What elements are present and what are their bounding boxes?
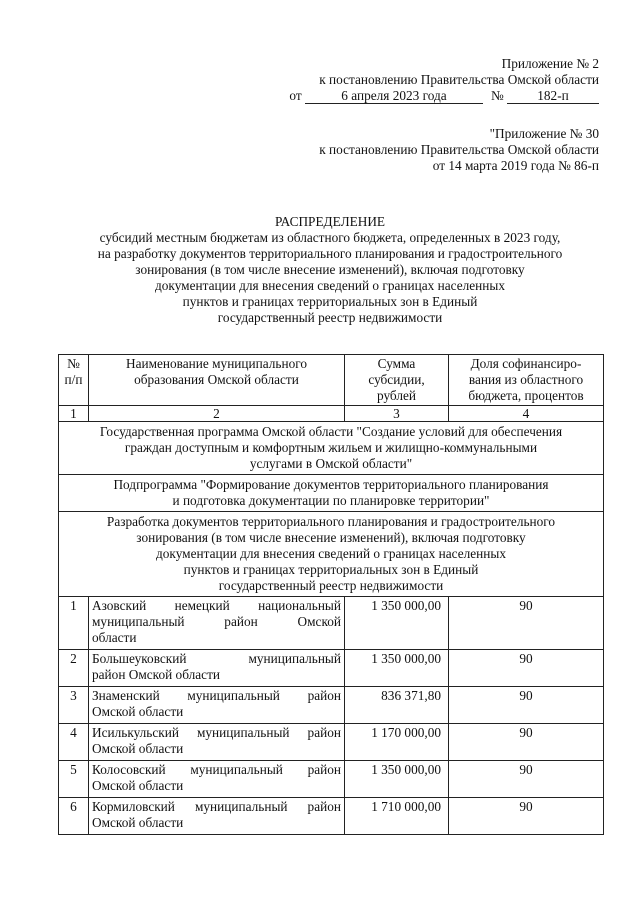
row-number: 2 xyxy=(59,650,89,687)
document-title xyxy=(40,214,620,326)
resolution-number: 182-п xyxy=(507,88,599,104)
appendix-prior-resolution: к постановлению Правительства Омской области xyxy=(319,142,599,157)
municipality-name: Колосовский муниципальный район Омской области xyxy=(89,761,345,798)
subtitle-line: зонирования (в том числе внесение изменений), включая подготовку xyxy=(135,262,525,277)
header-share: Доля софинансиро- вания из областного бюджета, процентов xyxy=(449,355,604,406)
subtitle-line: документации для внесения сведений о границах населенных xyxy=(155,278,505,293)
activity-cell: Разработка документов территориального планирования и градостроительного зонирования (в том числе внесение изменений), включая подготовку документации для внесения сведений о границах населенных пунктов и границах территориальных зон в Единый государственный реестр недвижимости xyxy=(59,512,604,597)
subprogram-cell: Подпрограмма "Формирование документов территориального планирования и подготовка документации по планировке территории" xyxy=(59,475,604,512)
column-number: 1 xyxy=(59,406,89,422)
document-heading: РАСПРЕДЕЛЕНИЕ xyxy=(274,214,386,229)
table-row xyxy=(59,597,604,650)
table-row xyxy=(59,798,604,835)
subsidy-sum: 1 170 000,00 xyxy=(345,724,449,761)
header-sum: Сумма субсидии, рублей xyxy=(345,355,449,406)
column-number: 3 xyxy=(345,406,449,422)
municipality-name: Знаменский муниципальный район Омской области xyxy=(89,687,345,724)
column-number: 4 xyxy=(449,406,604,422)
appendix-prior-title: "Приложение № 30 xyxy=(489,126,599,141)
program-cell: Государственная программа Омской области "Создание условий для обеспечения граждан доступным и комфортным жильем и жилищно-коммунальными услугами в Омской области" xyxy=(59,422,604,475)
municipality-name: Азовский немецкий национальный муниципальный район Омской области xyxy=(89,597,345,650)
appendix-current xyxy=(289,56,599,104)
subsidy-table xyxy=(58,354,604,835)
table-row xyxy=(59,761,604,798)
row-number: 4 xyxy=(59,724,89,761)
subtitle-line: субсидий местным бюджетам из областного бюджета, определенных в 2023 году, xyxy=(99,230,561,245)
number-label: № xyxy=(490,88,504,103)
appendix-prior-date-number: от 14 марта 2019 года № 86-п xyxy=(432,158,599,173)
subtitle-line: пунктов и границах территориальных зон в Единый xyxy=(182,294,478,309)
row-number: 5 xyxy=(59,761,89,798)
activity-row xyxy=(59,512,604,597)
row-number: 6 xyxy=(59,798,89,835)
column-number-row xyxy=(59,406,604,422)
appendix-title: Приложение № 2 xyxy=(501,56,599,71)
program-row xyxy=(59,422,604,475)
subprogram-row xyxy=(59,475,604,512)
header-num: № п/п xyxy=(59,355,89,406)
municipality-name: Кормиловский муниципальный район Омской области xyxy=(89,798,345,835)
subsidy-sum: 1 350 000,00 xyxy=(345,597,449,650)
cofinancing-share: 90 xyxy=(449,761,604,798)
from-label: от xyxy=(289,88,302,103)
cofinancing-share: 90 xyxy=(449,597,604,650)
municipality-name: Большеуковский муниципальный район Омской области xyxy=(89,650,345,687)
column-number: 2 xyxy=(89,406,345,422)
municipality-name: Исилькульский муниципальный район Омской области xyxy=(89,724,345,761)
row-number: 1 xyxy=(59,597,89,650)
cofinancing-share: 90 xyxy=(449,798,604,835)
subsidy-sum: 1 350 000,00 xyxy=(345,650,449,687)
subsidy-sum: 1 350 000,00 xyxy=(345,761,449,798)
table-row xyxy=(59,650,604,687)
subtitle-line: государственный реестр недвижимости xyxy=(217,310,443,325)
subtitle-line: на разработку документов территориального планирования и градостроительного xyxy=(97,246,563,261)
table-row xyxy=(59,724,604,761)
resolution-date: 6 апреля 2023 года xyxy=(305,88,483,104)
subsidy-sum: 1 710 000,00 xyxy=(345,798,449,835)
cofinancing-share: 90 xyxy=(449,724,604,761)
appendix-date-line xyxy=(289,88,599,104)
row-number: 3 xyxy=(59,687,89,724)
table-header-row xyxy=(59,355,604,406)
cofinancing-share: 90 xyxy=(449,687,604,724)
cofinancing-share: 90 xyxy=(449,650,604,687)
header-name: Наименование муниципального образования Омской области xyxy=(89,355,345,406)
appendix-prior xyxy=(319,126,599,174)
table-row xyxy=(59,687,604,724)
subsidy-sum: 836 371,80 xyxy=(345,687,449,724)
appendix-resolution: к постановлению Правительства Омской области xyxy=(319,72,599,87)
